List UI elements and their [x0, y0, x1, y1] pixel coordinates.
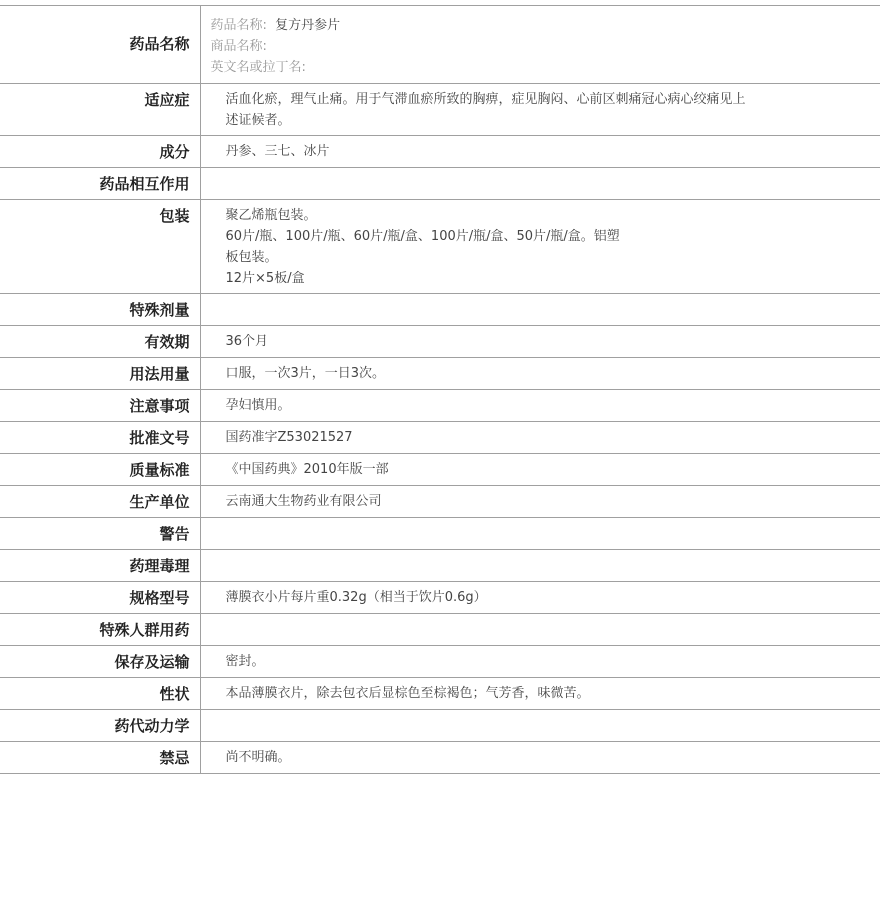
row-label: 有效期 — [0, 326, 200, 358]
table-row — [0, 84, 880, 136]
row-label: 性状 — [0, 678, 200, 710]
row-label: 药代动力学 — [0, 710, 200, 742]
trade-name-label: 商品名称: — [210, 39, 267, 54]
row-label: 包装 — [0, 200, 200, 294]
row-label: 药品相互作用 — [0, 168, 200, 200]
row-value — [200, 614, 880, 646]
value-line: 述证候者。 — [225, 113, 291, 128]
row-label: 保存及运输 — [0, 646, 200, 678]
generic-name-label: 药品名称: — [210, 18, 267, 33]
row-label: 用法用量 — [0, 358, 200, 390]
row-value — [200, 550, 880, 582]
row-label: 生产单位 — [0, 486, 200, 518]
value-line: 《中国药典》2010年版一部 — [225, 462, 389, 477]
row-value — [200, 136, 880, 168]
table-row — [0, 582, 880, 614]
value-line: 密封。 — [225, 654, 265, 669]
row-label: 特殊剂量 — [0, 294, 200, 326]
row-label: 批准文号 — [0, 422, 200, 454]
row-label: 注意事项 — [0, 390, 200, 422]
generic-name-value: 复方丹参片 — [275, 18, 341, 33]
value-line: 活血化瘀，理气止痛。用于气滞血瘀所致的胸痹，症见胸闷、心前区刺痛冠心病心绞痛见上 — [225, 92, 746, 107]
row-label: 药理毒理 — [0, 550, 200, 582]
row-value — [200, 6, 880, 84]
row-value — [200, 326, 880, 358]
table-row — [0, 454, 880, 486]
row-value — [200, 710, 880, 742]
table-row — [0, 358, 880, 390]
row-drug-name — [0, 6, 880, 84]
table-row — [0, 550, 880, 582]
row-value — [200, 390, 880, 422]
row-value — [200, 358, 880, 390]
generic-name-line — [211, 15, 791, 36]
table-row — [0, 136, 880, 168]
table-row — [0, 678, 880, 710]
table-row — [0, 168, 880, 200]
english-name-label: 英文名或拉丁名: — [210, 60, 306, 75]
row-value — [200, 486, 880, 518]
row-value — [200, 422, 880, 454]
row-label: 成分 — [0, 136, 200, 168]
row-value — [200, 168, 880, 200]
table-row — [0, 294, 880, 326]
row-label: 禁忌 — [0, 742, 200, 774]
row-value — [200, 454, 880, 486]
table-row — [0, 422, 880, 454]
row-value — [200, 84, 880, 136]
value-line: 国药准字Z53021527 — [225, 430, 353, 445]
table-row — [0, 646, 880, 678]
value-line: 36个月 — [225, 334, 269, 349]
row-label: 质量标准 — [0, 454, 200, 486]
table-row — [0, 742, 880, 774]
row-value — [200, 200, 880, 294]
value-line: 本品薄膜衣片，除去包衣后显棕色至棕褐色；气芳香，味微苦。 — [225, 686, 590, 701]
value-line: 云南通大生物药业有限公司 — [225, 494, 382, 509]
table-row — [0, 200, 880, 294]
row-label: 规格型号 — [0, 582, 200, 614]
value-line: 口服，一次3片，一日3次。 — [225, 366, 386, 381]
row-value — [200, 742, 880, 774]
table-row — [0, 390, 880, 422]
row-value — [200, 518, 880, 550]
row-value — [200, 646, 880, 678]
row-label: 警告 — [0, 518, 200, 550]
value-line: 12片×5板/盒 — [225, 271, 305, 286]
row-value — [200, 582, 880, 614]
value-line: 丹参、三七、冰片 — [225, 144, 330, 159]
row-label: 药品名称 — [0, 6, 200, 84]
value-line: 孕妇慎用。 — [225, 398, 291, 413]
table-row — [0, 486, 880, 518]
value-line: 尚不明确。 — [225, 750, 291, 765]
value-line: 聚乙烯瓶包装。 — [225, 208, 317, 223]
table-row — [0, 326, 880, 358]
table-row — [0, 710, 880, 742]
table-row — [0, 614, 880, 646]
value-line: 薄膜衣小片每片重0.32g（相当于饮片0.6g） — [225, 590, 487, 605]
table-row — [0, 518, 880, 550]
value-line: 板包装。 — [225, 250, 278, 265]
row-label: 特殊人群用药 — [0, 614, 200, 646]
drug-info-table — [0, 5, 880, 774]
value-line: 60片/瓶、100片/瓶、60片/瓶/盒、100片/瓶/盒、50片/瓶/盒。铝塑 — [225, 229, 620, 244]
row-value — [200, 678, 880, 710]
row-label: 适应症 — [0, 84, 200, 136]
row-value — [200, 294, 880, 326]
